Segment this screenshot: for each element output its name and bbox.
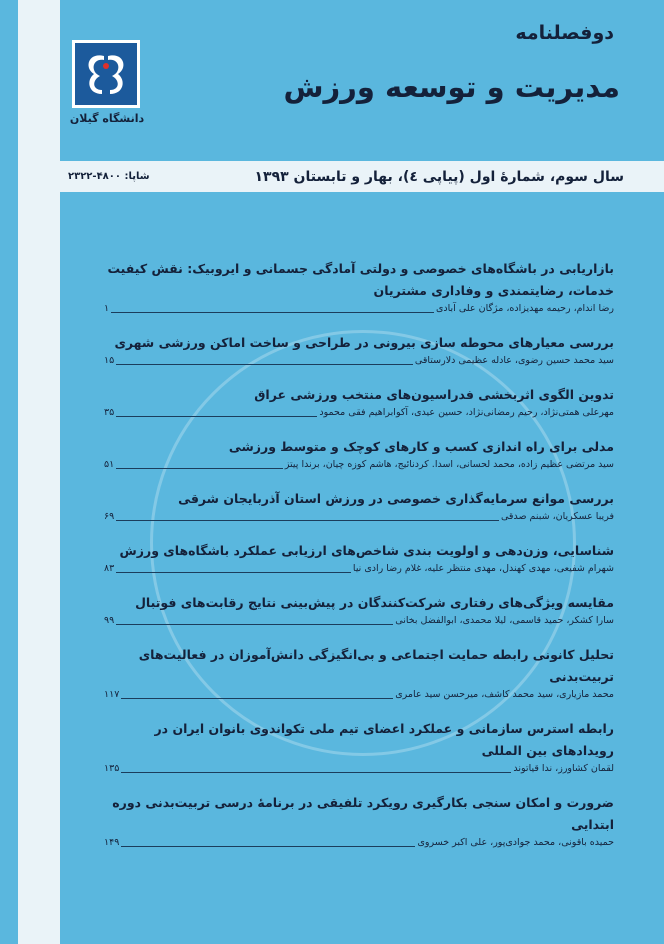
- article-authors: مهرعلی همتی‌نژاد، رحیم رمضانی‌نژاد، حسین عیدی، آکوابراهیم فقی محمود: [319, 407, 614, 418]
- article-page: ۹۹: [104, 615, 115, 626]
- article-page: ۳۵: [104, 407, 115, 418]
- article-page: ۸۳: [104, 563, 115, 574]
- article-authors: فریبا عسکریان، شبنم صدقی: [501, 511, 614, 522]
- leader-line: [116, 520, 499, 521]
- article-title: بازاریابی در باشگاه‌های خصوصی و دولتی آمادگی جسمانی و ایروبیک: نقش کیفیت خدمات، رضایتمندی و وفاداری مشتریان: [107, 261, 614, 298]
- article-title: مقایسه ویژگی‌های رفتاری شرکت‌کنندگان در پیش‌بینی نتایج رقابت‌های فوتبال: [135, 595, 614, 610]
- leader-line: [116, 624, 393, 625]
- leader-line: [116, 468, 283, 469]
- article-authors: حمیده باقونی، محمد جوادی‌پور، علی اکبر خسروی: [417, 837, 614, 848]
- article-title: بررسی معیارهای محوطه سازی بیرونی در طراحی و ساخت اماکن ورزشی شهری: [114, 335, 614, 350]
- article-page: ۶۹: [104, 511, 115, 522]
- journal-series: دوفصلنامه: [515, 22, 614, 44]
- article-authors: محمد مازیاری، سید محمد کاشف، میرحسن سید عامری: [395, 689, 614, 700]
- leader-line: [111, 312, 434, 313]
- article-authors: سارا کشکر، حمید قاسمی، لیلا محمدی، ابوالفضل بخانی: [395, 615, 614, 626]
- toc-entry[interactable]: [104, 384, 614, 420]
- article-authors: سید محمد حسین رضوی، عادله عظیمی دلارستاقی: [414, 355, 614, 366]
- leader-line: [121, 846, 415, 847]
- toc-entry[interactable]: [104, 258, 614, 316]
- leader-line: [116, 572, 351, 573]
- article-page: ۵۱: [104, 459, 115, 470]
- issue-info: سال سوم، شمارهٔ اول (پیاپی ٤)، بهار و تابستان ۱۳۹۳: [254, 169, 624, 185]
- leader-line: [121, 772, 511, 773]
- article-title: مدلی برای راه اندازی کسب و کارهای کوچک و متوسط ورزشی: [228, 439, 614, 454]
- university-logo: [72, 40, 140, 108]
- article-authors: سید مرتضی عظیم زاده، محمد لحسانی، اسدا. کردنائیج، هاشم کوزه چیان، برندا پیتز: [284, 459, 614, 470]
- article-page: ۱۳۵: [104, 763, 120, 774]
- toc-entry[interactable]: [104, 540, 614, 576]
- leader-line: [121, 698, 393, 699]
- article-authors: شهرام شفیعی، مهدی کهندل، مهدی منتظر علیه، غلام رضا رادی نیا: [352, 563, 614, 574]
- article-title: رابطه استرس سازمانی و عملکرد اعضای تیم ملی تکواندوی بانوان ایران در رویدادهای بین المللی: [154, 721, 614, 758]
- article-page: ۱۴۹: [104, 837, 120, 848]
- article-title: ضرورت و امکان سنجی بکارگیری رویکرد تلفیقی در برنامهٔ درسی تربیت‌بدنی دوره ابتدایی: [112, 795, 614, 832]
- article-authors: رضا اندام، رحیمه مهدیزاده، مژگان علی آبادی: [436, 303, 614, 314]
- spine-strip: [18, 0, 60, 944]
- article-authors: لقمان کشاورز، ندا قیاتوند: [513, 763, 614, 774]
- toc-entry[interactable]: [104, 592, 614, 628]
- article-title: تدوین الگوی اثربخشی فدراسیون‌های منتخب ورزشی عراق: [254, 387, 614, 402]
- journal-title: مدیریت و توسعه ورزش: [283, 70, 620, 104]
- toc-entry[interactable]: [104, 488, 614, 524]
- leader-line: [116, 364, 413, 365]
- article-page: ۱: [104, 303, 110, 314]
- toc-entry[interactable]: [104, 332, 614, 368]
- table-of-contents: [104, 258, 614, 866]
- article-page: ۱۱۷: [104, 689, 120, 700]
- toc-entry[interactable]: [104, 644, 614, 702]
- article-page: ۱۵: [104, 355, 115, 366]
- article-title: تحلیل کانونی رابطه حمایت اجتماعی و بی‌انگیزگی دانش‌آموزان در فعالیت‌های تربیت‌بدنی: [138, 647, 614, 684]
- article-title: بررسی موانع سرمایه‌گذاری خصوصی در ورزش استان آذربایجان شرقی: [178, 491, 614, 506]
- article-title: شناسایی، وزن‌دهی و اولویت بندی شاخص‌های ارزیابی عملکرد باشگاه‌های ورزش: [119, 543, 614, 558]
- logo-emblem-icon: [78, 46, 134, 102]
- toc-entry[interactable]: [104, 792, 614, 850]
- toc-entry[interactable]: [104, 436, 614, 472]
- issn: شاپا: ۴۸۰۰-۲۳۲۲: [68, 171, 150, 182]
- toc-entry[interactable]: [104, 718, 614, 776]
- leader-line: [116, 416, 317, 417]
- university-name: دانشگاه گیلان: [69, 112, 145, 125]
